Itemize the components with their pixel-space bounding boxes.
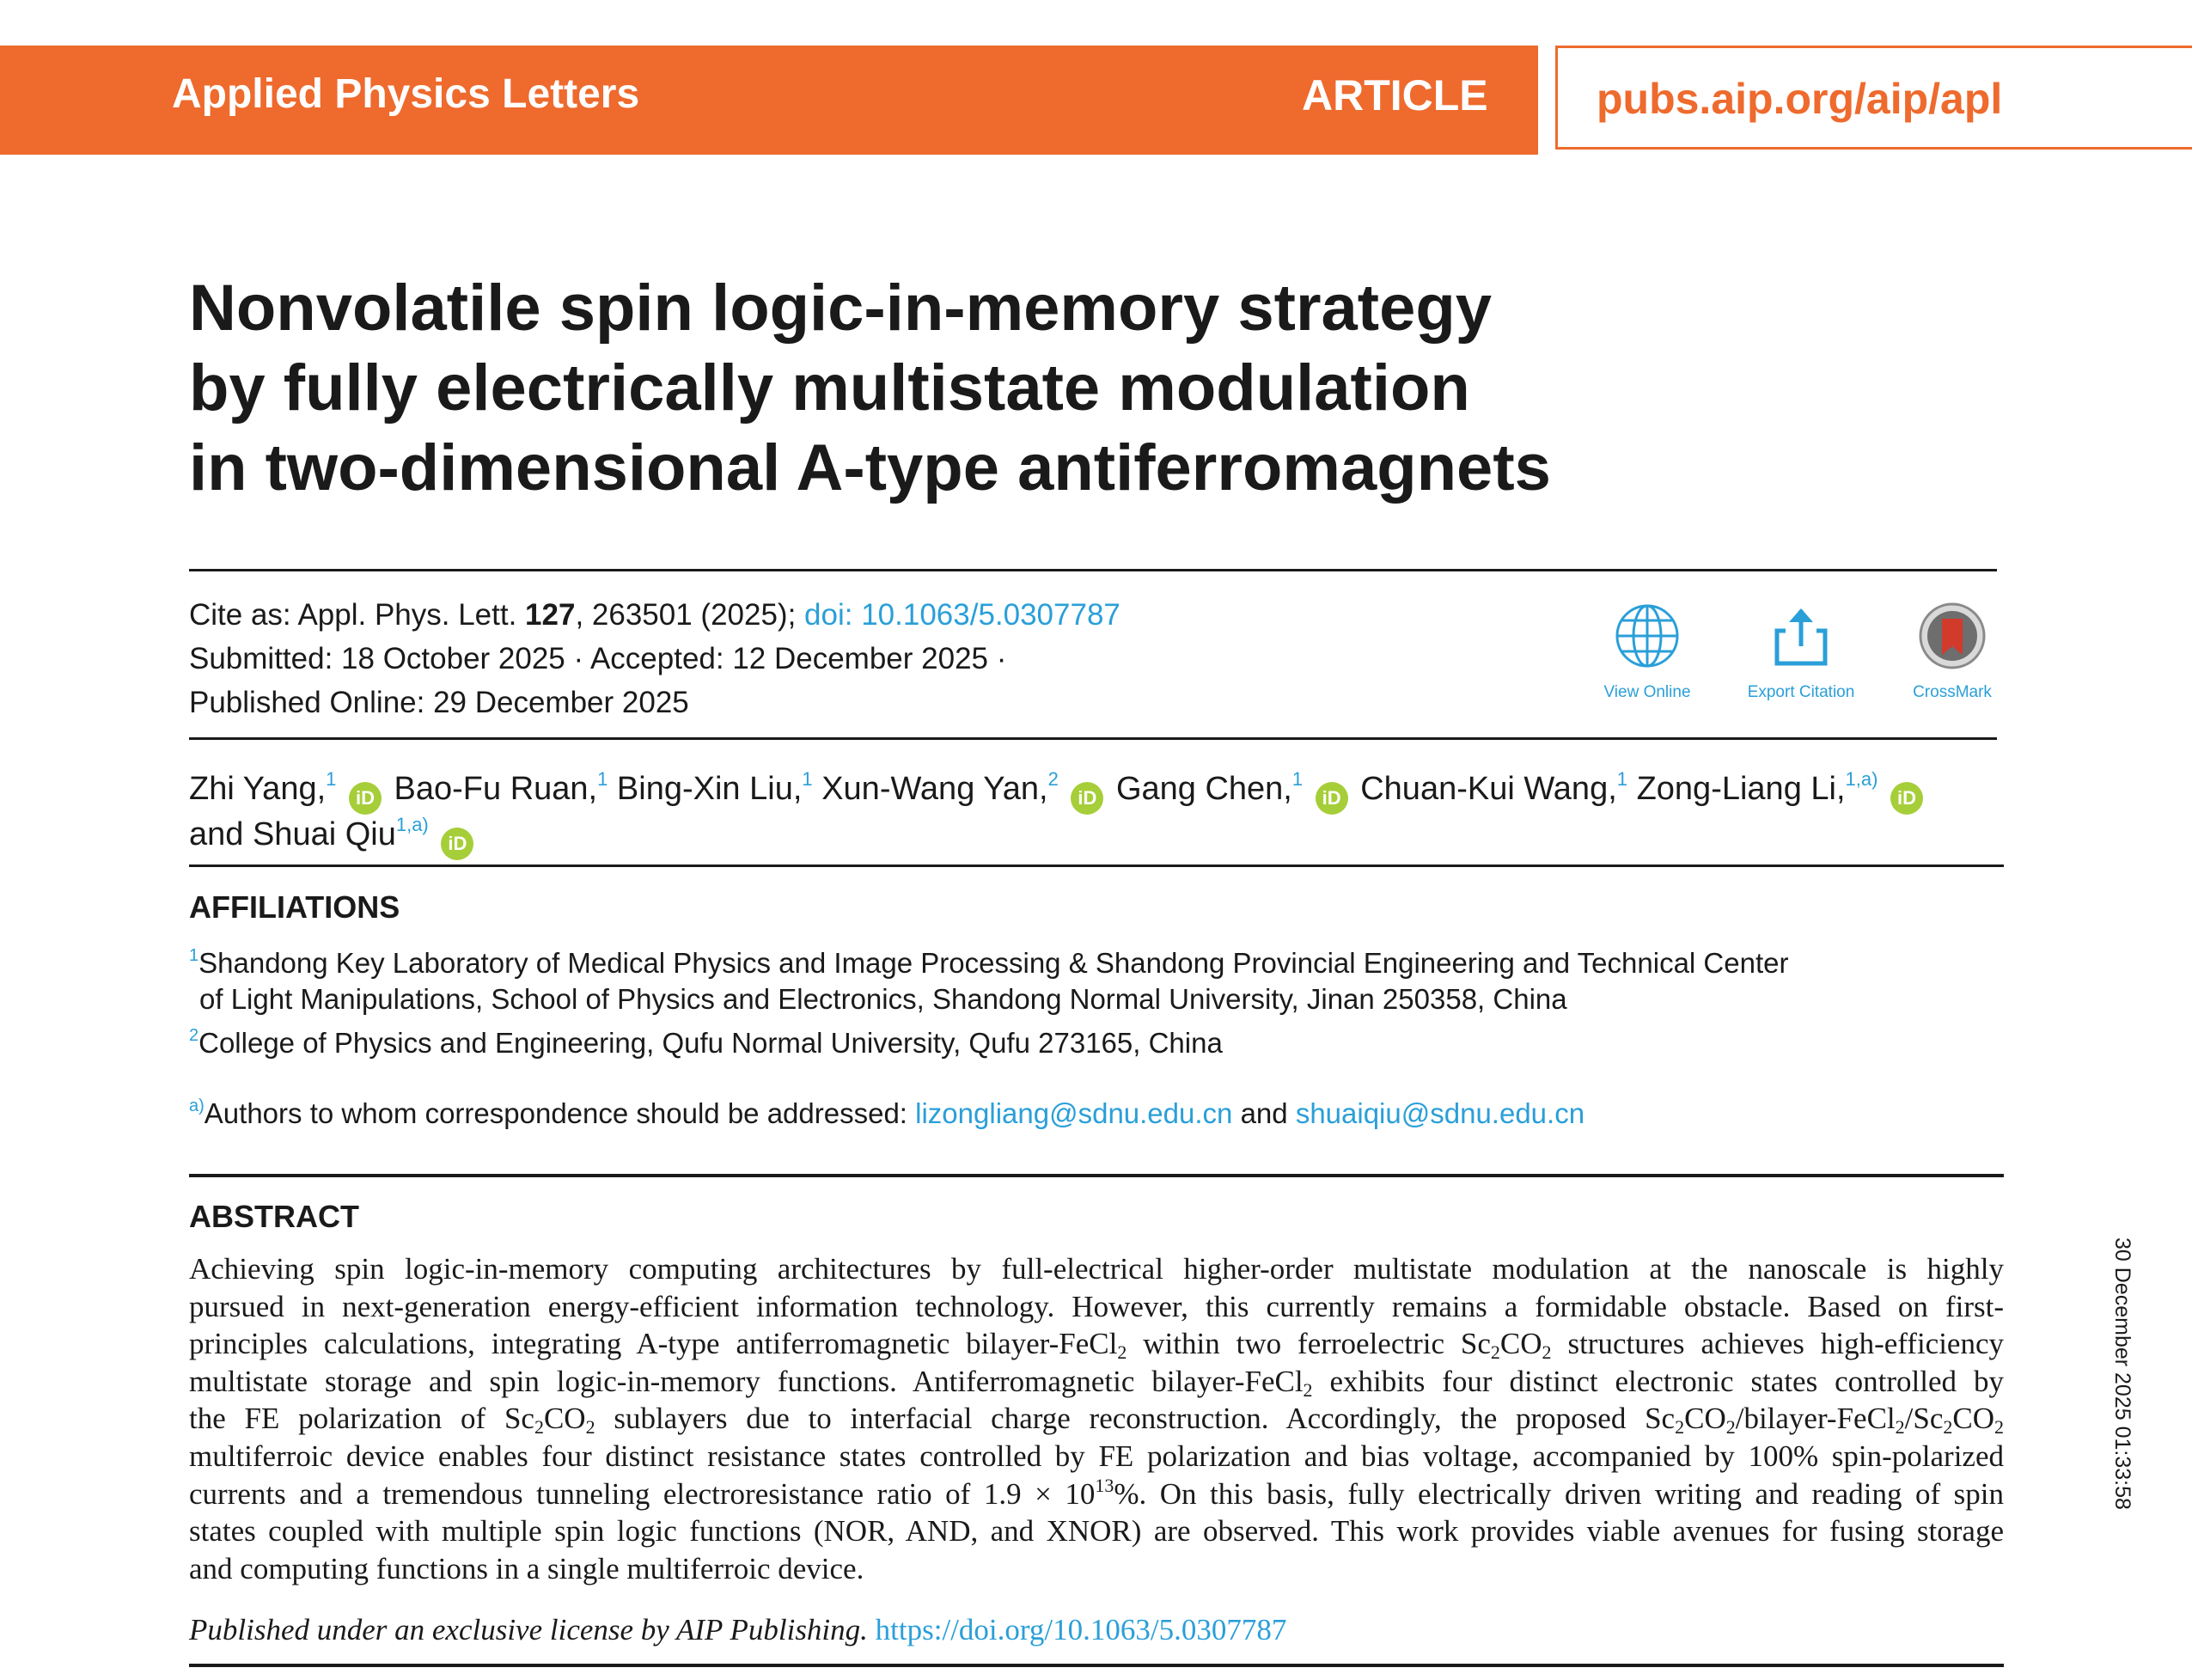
author-name[interactable]: Chuan-Kui Wang, bbox=[1360, 771, 1617, 807]
divider bbox=[189, 737, 1997, 740]
author-name[interactable]: Zhi Yang, bbox=[189, 771, 327, 807]
article-title bbox=[189, 268, 1873, 508]
affiliation-1 bbox=[189, 945, 1788, 1017]
cite-rest: , 263501 (2025); bbox=[575, 598, 805, 632]
author-name[interactable]: Bao-Fu Ruan, bbox=[394, 771, 598, 807]
crossmark-icon bbox=[1918, 602, 1987, 670]
author-name[interactable]: Bing-Xin Liu, bbox=[616, 771, 803, 807]
crossmark-button[interactable] bbox=[1871, 602, 2034, 702]
author-name[interactable]: Zong-Liang Li, bbox=[1636, 771, 1846, 807]
journal-url-link[interactable]: pubs.aip.org/aip/apl bbox=[1597, 75, 2003, 123]
title-line: by fully electrically multistate modulation bbox=[189, 351, 1470, 425]
abstract-line: pursued in next-generation energy-efficient information technology. However, this currently remains a formidable obstacle. Based on first- bbox=[189, 1289, 2004, 1323]
divider bbox=[189, 569, 1997, 571]
affil-text: College of Physics and Engineering, Qufu Normal University, Qufu 273165, China bbox=[198, 1027, 1223, 1059]
crossmark-label: CrossMark bbox=[1913, 683, 1992, 701]
export-citation-button[interactable] bbox=[1719, 602, 1883, 702]
email-link[interactable]: shuaiqiu@sdnu.edu.cn bbox=[1295, 1097, 1585, 1129]
abstract-line: Achieving spin logic-in-memory computing architectures by full-electrical higher-order multistate modulation at the nanoscale is highly bbox=[189, 1252, 2004, 1286]
author-affil-sup: 1,a) bbox=[395, 814, 429, 835]
abstract-body bbox=[189, 1250, 2004, 1587]
abstract-heading: ABSTRACT bbox=[189, 1199, 359, 1234]
title-line: in two-dimensional A-type antiferromagnets bbox=[189, 431, 1551, 504]
cite-volume: 127 bbox=[525, 598, 576, 632]
dates-line: Published Online: 29 December 2025 bbox=[189, 686, 689, 719]
corr-and: and bbox=[1232, 1097, 1296, 1129]
author-name[interactable]: and Shuai Qiu bbox=[189, 816, 396, 852]
dates-line: Submitted: 18 October 2025 · Accepted: 12 December 2025 · bbox=[189, 642, 1007, 675]
view-online-button[interactable] bbox=[1566, 602, 1729, 702]
affiliations-heading: AFFILIATIONS bbox=[189, 889, 400, 925]
license-doi-link[interactable]: https://doi.org/10.1063/5.0307787 bbox=[875, 1613, 1287, 1646]
author-list bbox=[189, 769, 2011, 860]
author-affil-sup: 1,a) bbox=[1845, 768, 1878, 790]
abstract-line: the FE polarization of $Sc_2CO_2$ sublayers due to interfacial charge reconstruction. Accordingly, the proposed $Sc_2CO_2/bilayer-FeCl_2/Sc_2CO_2$ bbox=[189, 1402, 2004, 1438]
affil-text: Shandong Key Laboratory of Medical Physics and Image Processing & Shandong Provincial Engineering and Technical Center bbox=[198, 947, 1789, 979]
title-line: Nonvolatile spin logic-in-memory strategy bbox=[189, 272, 1493, 345]
orcid-icon[interactable]: iD bbox=[441, 828, 473, 860]
article-type-label: ARTICLE bbox=[1302, 71, 1488, 119]
author-affil-sup: 1 bbox=[1291, 768, 1304, 790]
abstract-line: states coupled with multiple spin logic functions (NOR, AND, and XNOR) are observed. This work provides viable avenues for fusing storage bbox=[189, 1514, 2004, 1549]
abstract-line: multistate storage and spin logic-in-memory functions. Antiferromagnetic bilayer-FeCl$_2$ exhibits four distinct electronic states controlled by bbox=[189, 1364, 2004, 1401]
orcid-icon[interactable]: iD bbox=[1890, 782, 1923, 815]
citation-block bbox=[189, 593, 1120, 724]
author-name[interactable]: Gang Chen, bbox=[1115, 771, 1292, 807]
globe-icon bbox=[1613, 602, 1682, 670]
abstract-line: currents and a tremendous tunneling electroresistance ratio of $1.9 \times 10^{13}\%$. On this basis, fully electrically driven writing and reading of spin bbox=[189, 1475, 2004, 1511]
email-link[interactable]: lizongliang@sdnu.edu.cn bbox=[915, 1097, 1233, 1129]
license-text: Published under an exclusive license by AIP Publishing. bbox=[189, 1613, 876, 1646]
author-name[interactable]: Xun-Wang Yan, bbox=[821, 771, 1048, 807]
export-citation-label: Export Citation bbox=[1747, 683, 1855, 701]
author-affil-sup: 1 bbox=[802, 768, 813, 790]
divider bbox=[189, 1174, 2004, 1177]
affil-sup: 2 bbox=[189, 1026, 199, 1045]
affil-text: of Light Manipulations, School of Physics and Electronics, Shandong Normal University, Jinan 250358, China bbox=[199, 983, 1567, 1015]
author-affil-sup: 1 bbox=[1616, 768, 1628, 790]
affiliation-2 bbox=[189, 1025, 1223, 1061]
author-affil-sup: 2 bbox=[1047, 768, 1059, 790]
orcid-icon[interactable]: iD bbox=[349, 782, 382, 815]
license-note bbox=[189, 1613, 1286, 1647]
doi-link[interactable]: doi: 10.1063/5.0307787 bbox=[804, 598, 1120, 632]
author-affil-sup: 1 bbox=[597, 768, 608, 790]
cite-prefix: Cite as: Appl. Phys. Lett. bbox=[189, 598, 526, 632]
download-timestamp: 30 December 2025 01:33:58 bbox=[2110, 1237, 2134, 1510]
correspondence bbox=[189, 1096, 1584, 1132]
abstract-line: and computing functions in a single multiferroic device. bbox=[189, 1551, 864, 1585]
orcid-icon[interactable]: iD bbox=[1071, 782, 1103, 815]
author-affil-sup: 1 bbox=[326, 768, 337, 790]
abstract-line: multiferroic device enables four distinct resistance states controlled by FE polarization and bias voltage, accompanied by 100% spin-polarized bbox=[189, 1439, 2004, 1473]
divider bbox=[189, 864, 2004, 867]
corr-sup: a) bbox=[189, 1097, 205, 1115]
abstract-line: principles calculations, integrating A-type antiferromagnetic bilayer-FeCl$_2$ within two ferroelectric $Sc_2CO_2$ structures achieves high-efficiency bbox=[189, 1327, 2004, 1363]
corr-text: Authors to whom correspondence should be addressed: bbox=[204, 1097, 916, 1129]
orcid-icon[interactable]: iD bbox=[1316, 782, 1348, 815]
journal-name: Applied Physics Letters bbox=[172, 71, 640, 117]
affil-sup: 1 bbox=[189, 946, 199, 965]
divider bbox=[189, 1664, 2004, 1667]
view-online-label: View Online bbox=[1603, 683, 1691, 701]
export-icon bbox=[1767, 602, 1835, 670]
